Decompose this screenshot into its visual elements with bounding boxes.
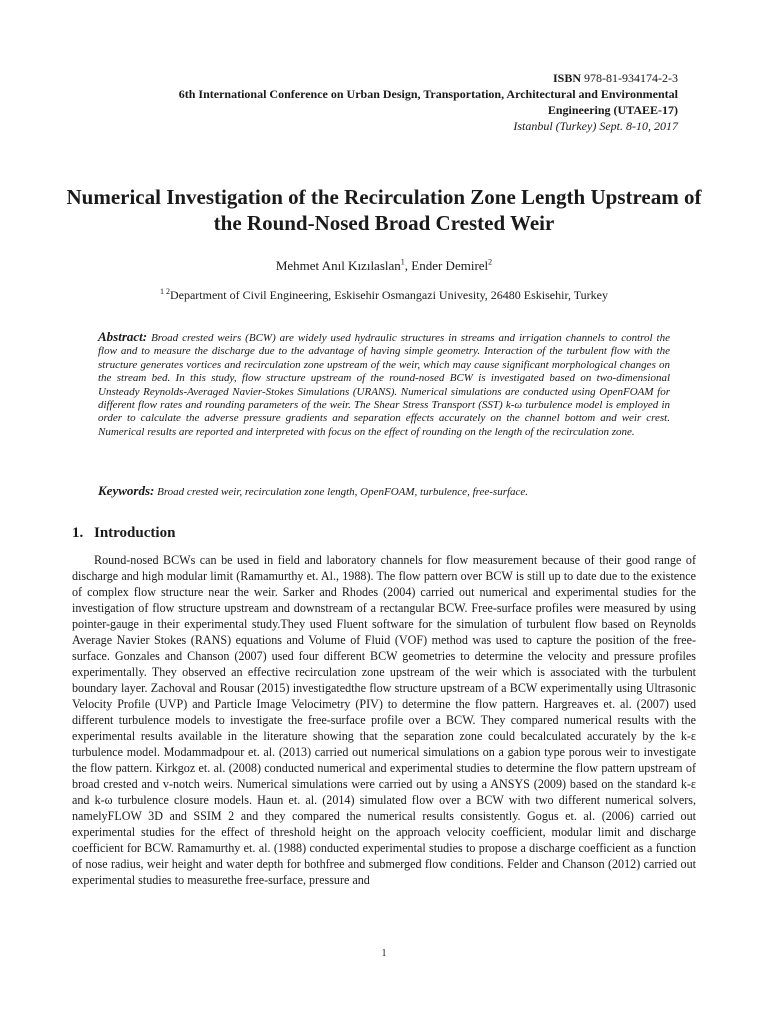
paper-title: Numerical Investigation of the Recirculation Zone Length Upstream of the Round-Nosed Broad Crested Weir: [66, 185, 702, 235]
author-2: Ender Demirel: [411, 258, 489, 273]
keywords: [98, 483, 670, 499]
author-1-affil-mark: 1: [400, 257, 405, 267]
author-2-affil-mark: 2: [488, 257, 493, 267]
isbn-line: [553, 70, 678, 86]
abstract: [98, 330, 670, 439]
isbn-label: ISBN: [553, 71, 582, 85]
conference-place-date: Istanbul (Turkey) Sept. 8-10, 2017: [513, 119, 678, 133]
keywords-label: Keywords:: [98, 483, 155, 498]
section-number: 1.: [72, 525, 84, 541]
introduction-paragraph: Round-nosed BCWs can be used in field and laboratory channels for flow measurement because of their good range of discharge and high modular limit (Ramamurthy et. Al., 1988). The flow pattern over BCW is still up to date due to the existence of complex flow structure near the weir. Sarker and Rhodes (2004) carried out numerical and experimental studies for the investigation of flow structure upstream and downstream of a rectangular BCW. Free-surface profiles were measured by using pointer-gauge in their experimental study.They used Fluent software for the simulation of turbulent flow based on Reynolds Average Navier Stokes (RANS) equations and Volume of Fluid (VOF) method was used to capture the position of the free-surface. Gonzales and Chanson (2007) used four different BCW geometries to determine the velocity and pressure profiles experimentally. They observed an effective recirculation zone upstream of the weir which is associated with the turbulent boundary layer. Zachoval and Rousar (2015) investigatedthe flow structure upstream of a BCW experimentally using Ultrasonic Velocity Profile (UVP) and Particle Image Velocimetry (PIV) to determine the flow pattern. Hargreaves et. al. (2007) used different turbulence models to investigate the free-surface profile over a BCW. They compared numerical results with the experimental results available in the literature showing that the separation zone could becalculated accurately by the k-ε turbulence model. Modammadpour et. al. (2013) carried out numerical simulations on a gabion type porous weir to investigate the flow pattern. Kirkgoz et. al. (2008) conducted numerical and experimental studies to determine the flow pattern upstream of broad crested and v-notch weirs. Numerical simulations were carried out by using a ANSYS (2009) based on the standard k-ε and k-ω turbulence closure models. Haun et. al. (2014) simulated flow over a BCW with two different numerical solvers, namelyFLOW 3D and SSIM 2 and they compared the numerical results consistently. Gogus et. al. (2006) carried out experimental studies for the effect of threshold height on the approach velocity coefficient, modular limit and discharge coefficient for BCW. Ramamurthy et. al. (1988) conducted experimental studies to propose a discharge coefficient as a function of nose radius, weir height and water depth for bothfree and submerged flow conditions. Felder and Chanson (2012) carried out experimental studies to measurethe free-surface, pressure and: [72, 553, 696, 887]
authors-line: [0, 258, 768, 274]
section-heading: [72, 525, 175, 542]
affiliation-text: Department of Civil Engineering, Eskisehir Osmangazi Univesity, 26480 Eskisehir, Turkey: [169, 288, 608, 302]
affiliation-line: [0, 288, 768, 303]
keywords-text: Broad crested weir, recirculation zone length, OpenFOAM, turbulence, free-surface.: [154, 486, 529, 498]
author-1: Mehmet Anıl Kızılaslan: [275, 258, 401, 273]
abstract-label: Abstract:: [98, 329, 148, 344]
section-title: Introduction: [94, 525, 176, 541]
author-separator: ,: [404, 258, 412, 273]
isbn-value: 978-81-934174-2-3: [581, 71, 678, 85]
abstract-text: Broad crested weirs (BCW) are widely used hydraulic structures in streams and irrigation channels to control the flow and to measure the discharge due to the advantage of having simple geometry. Interaction of the turbulent flow with the structure generates vortices and recirculation zone upstream of the weir, which may cause significant morphological changes on the stream bed. In this study, flow structure upstream of the round-nosed BCW is investigated based on two-dimensional Unsteady Reynolds-Averaged Navier-Stokes Simulations (URANS). Numerical simulations are conducted using OpenFOAM for different flow rates and rounding parameters of the weir. The Shear Stress Transport (SST) k-ω turbulence model is employed in order to calculate the adverse pressure gradients and separation effects accurately on the channel bottom and weir crest. Numerical results are reported and interpreted with focus on the effect of rounding on the length of the recirculation zone.: [98, 332, 670, 438]
conference-name-line1: 6th International Conference on Urban Design, Transportation, Architectural and Environmental: [178, 87, 678, 101]
page-number: 1: [381, 948, 387, 959]
affiliation-mark: 1 2: [159, 287, 170, 296]
conference-name-line2: Engineering (UTAEE-17): [547, 103, 678, 117]
